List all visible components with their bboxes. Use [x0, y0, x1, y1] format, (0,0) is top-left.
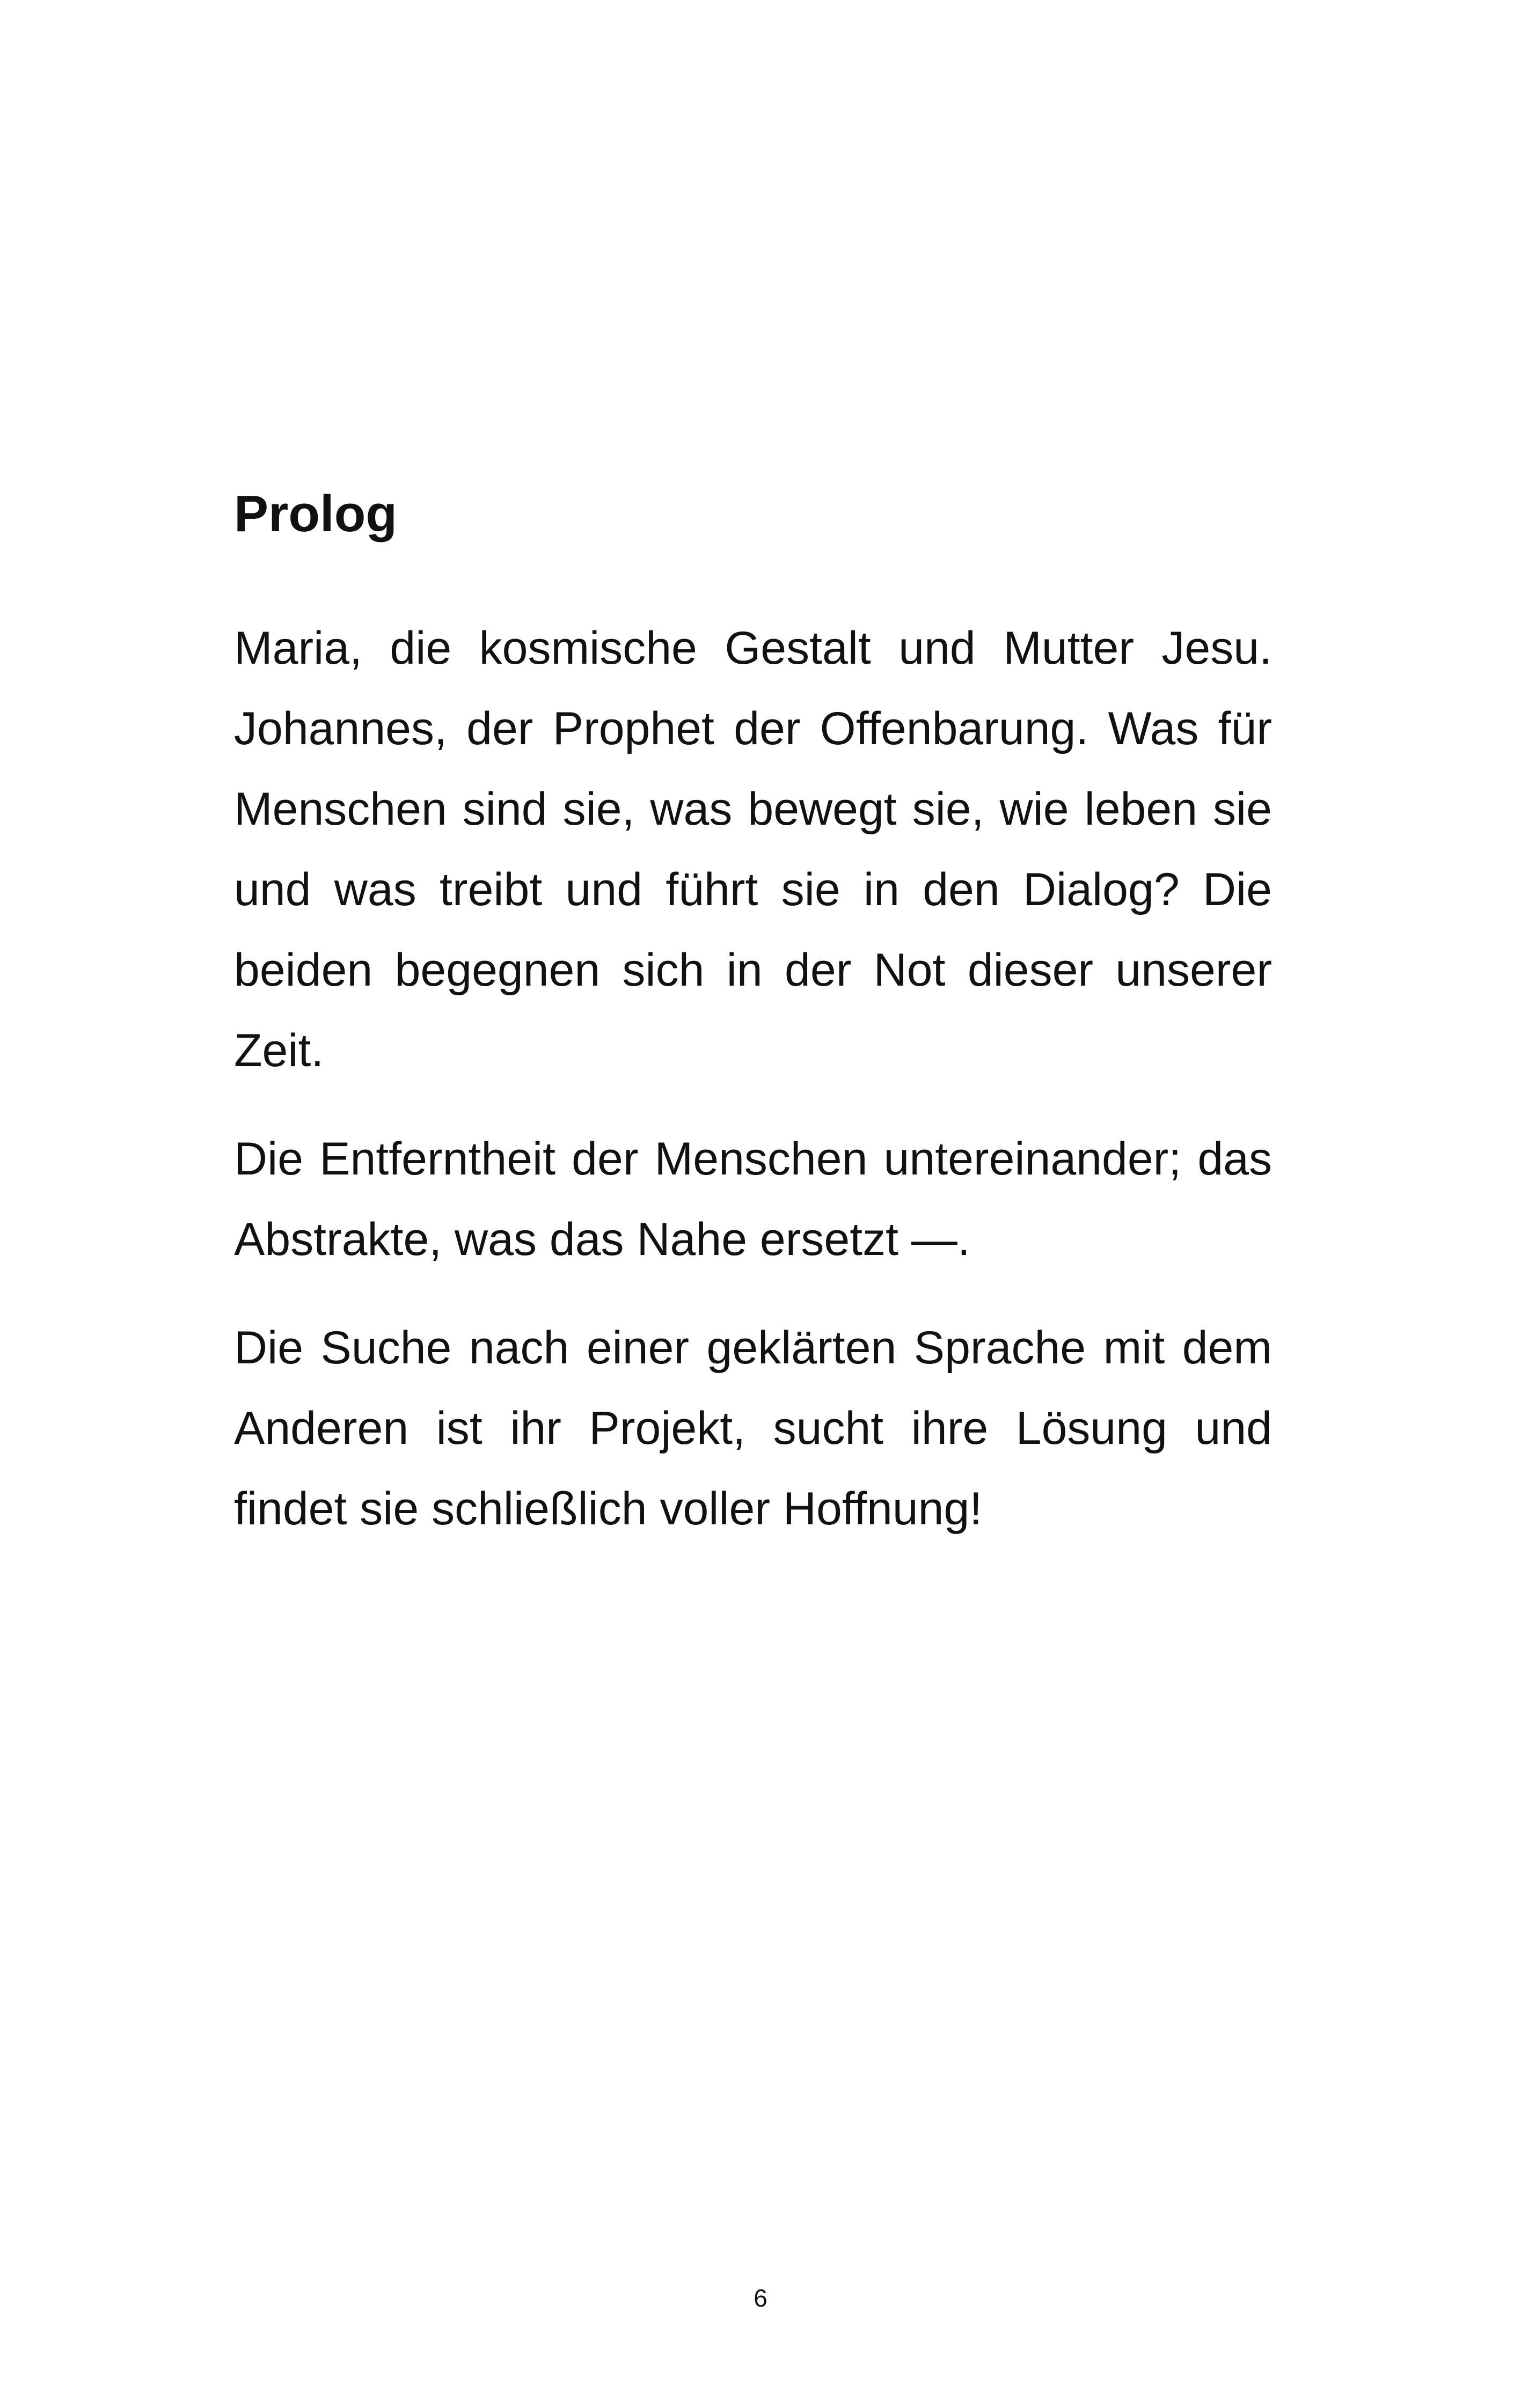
- paragraph-2: Die Entferntheit der Menschen untereinander; das Abstrakte, was das Nahe ersetzt —.: [234, 1133, 1272, 1266]
- page-content: [234, 483, 1272, 1577]
- page-number: 6: [754, 2284, 767, 2312]
- paragraph-3: Die Suche nach einer geklärten Sprache mit dem Anderen ist ihr Projekt, sucht ihre Lösung und findet sie schließlich voller Hoffnung!: [234, 1322, 1272, 1535]
- chapter-heading: Prolog: [234, 485, 397, 542]
- paragraph-1: Maria, die kosmische Gestalt und Mutter Jesu. Johannes, der Prophet der Offenbarung. Was für Menschen sind sie, was bewegt sie, wie leben sie und was treibt und führt sie in den Dialog? Die beiden begegnen sich in der Not dieser unserer Zeit.: [234, 622, 1272, 1077]
